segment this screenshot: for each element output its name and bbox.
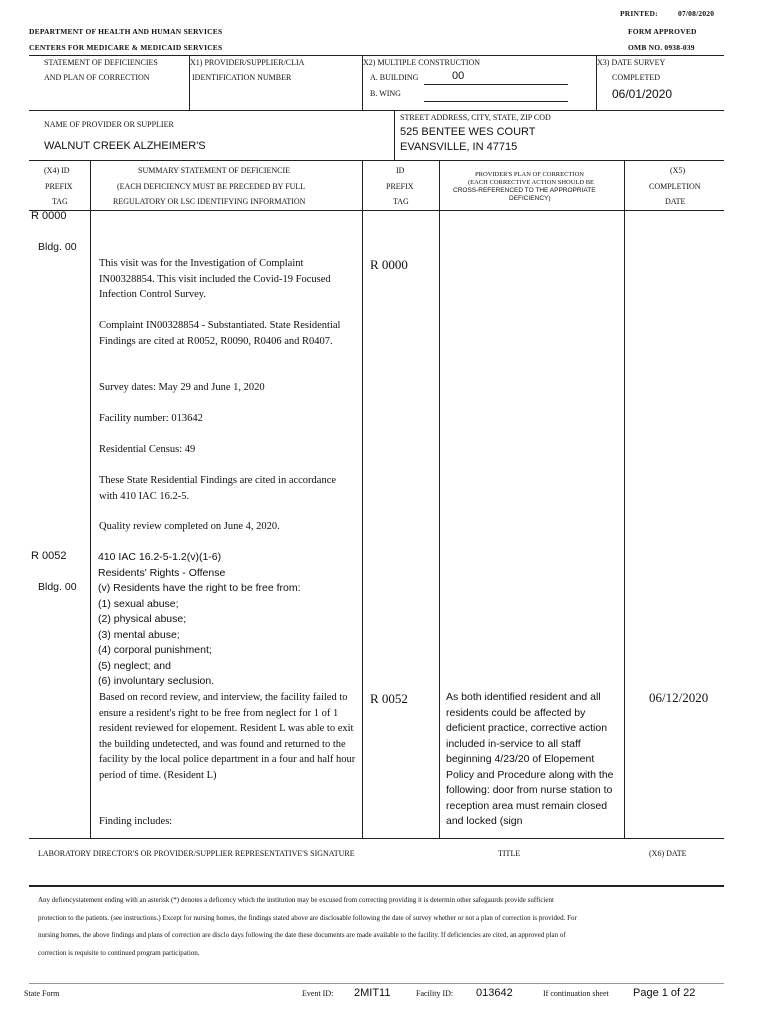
facility-id-label: Facility ID:	[416, 989, 454, 998]
plan-header-2: (EACH CORRECTIVE ACTION SHOULD BE	[468, 179, 595, 186]
facility-id: 013642	[476, 987, 513, 999]
building-underline	[424, 84, 568, 85]
summary-header-3: REGULATORY OR LSC IDENTIFYING INFORMATION	[113, 197, 306, 206]
regulation-line: 410 IAC 16.2-5-1.2(v)(1-6)	[98, 551, 222, 563]
r0052-finding: Based on record review, and interview, the facility failed to ensure a resident's right to be free from neglect for 1 of 1 resident reviewed for elopement. Resident L was able to exit the building undetected, and was found and returned to the facility by the local police department in a four and half hour period of time. (Resident L)	[99, 692, 356, 781]
r0052-completion-date: 06/12/2020	[649, 690, 709, 705]
rule	[29, 110, 724, 111]
rule	[439, 160, 440, 210]
street-address: 525 BENTEE WES COURT	[400, 126, 536, 138]
r0000-paragraph-3: Survey dates: May 29 and June 1, 2020	[99, 382, 265, 393]
r0000-tag: R 0000	[31, 210, 67, 222]
date-label: DATE	[665, 197, 686, 206]
statement-label-1: STATEMENT OF DEFICIENCIES	[44, 58, 158, 67]
event-id-label: Event ID:	[302, 989, 334, 998]
plan-header-1: PROVIDER'S PLAN OF CORRECTION	[475, 171, 584, 178]
building-value: 00	[452, 70, 465, 82]
prefix-label: PREFIX	[45, 182, 73, 191]
regulation-line: (4) corporal punishment;	[98, 644, 212, 656]
plan-header-3: CROSS-REFERENCED TO THE APPROPRIATE	[453, 187, 596, 194]
x1-label-2: IDENTIFICATION NUMBER	[192, 73, 292, 82]
tag-label: TAG	[52, 197, 68, 206]
title-label: TITLE	[498, 849, 521, 858]
regulation-line: (2) physical abuse;	[98, 613, 187, 625]
building-label: A. BUILDING	[370, 73, 419, 82]
r0052-building: Bldg. 00	[38, 581, 77, 593]
form-approved: FORM APPROVED	[628, 27, 697, 36]
r0052-plan-of-correction: As both identified resident and all residents could be affected by deficient practice, corrective action included in-service to all staff beginning 4/23/20 of Elopement Policy and Procedure along with the following: door from nurse station to reception area must remain closed and locked (sign	[446, 691, 614, 827]
rule	[29, 885, 724, 887]
r0000-paragraph-4: Facility number: 013642	[99, 413, 203, 424]
x4-id-label: (X4) ID	[44, 166, 70, 175]
r0000-paragraph-1: This visit was for the Investigation of Complaint IN00328854. This visit included the Covid-19 Focused Infection Control Survey.	[99, 258, 331, 300]
r0052-tag: R 0052	[31, 550, 67, 562]
city-state-zip: EVANSVILLE, IN 47715	[400, 141, 518, 153]
id-label: ID	[396, 166, 405, 175]
rule	[29, 983, 724, 984]
x5-label: (X5)	[670, 166, 686, 175]
x6-date-label: (X6) DATE	[649, 849, 687, 858]
continuation-label: If continuation sheet	[543, 989, 609, 998]
summary-header-1: SUMMARY STATEMENT OF DEFICIENCIE	[138, 166, 291, 175]
regulation-line: (6) involuntary seclusion.	[98, 675, 215, 687]
printed-date: 07/08/2020	[678, 9, 715, 18]
prefix-label-2: PREFIX	[386, 182, 414, 191]
rule	[362, 160, 363, 210]
event-id: 2MIT11	[354, 987, 391, 999]
printed-label: PRINTED:	[620, 9, 658, 18]
signature-label: LABORATORY DIRECTOR'S OR PROVIDER/SUPPLIER REPRESENTATIVE'S SIGNATURE	[38, 849, 355, 858]
department-name: DEPARTMENT OF HEALTH AND HUMAN SERVICES	[29, 27, 223, 36]
rule	[394, 110, 395, 160]
rule	[29, 210, 724, 211]
deficiency-notice: Any defiencystatement ending with an asterisk (*) denotes a deficency which the institution may be excused from correcting providing it is determin other safegaurds provide sufficient protection to the patients. (see instructions.) Except for nursing homes, the findings stated above are disclosable following the date of survey whether or not a plan of correction is provided. For nursing homes, the above findings and plans of correction are disclo days following the date these documents are made available to the facility. If deficiencies are cited, an approved plan of correction is requisite to continued program participation.	[38, 896, 577, 957]
rule	[29, 838, 724, 839]
completed-label: COMPLETED	[612, 73, 660, 82]
plan-header-4: DEFICIENCY)	[509, 195, 551, 202]
statement-label-2: AND PLAN OF CORRECTION	[44, 73, 150, 82]
rule	[29, 55, 724, 56]
regulation-line: Residents' Rights - Offense	[98, 566, 226, 579]
wing-label: B. WING	[370, 89, 401, 98]
x1-label: X1) PROVIDER/SUPPLIER/CLIA	[190, 58, 305, 67]
r0052-regulation	[98, 550, 301, 690]
r0000-paragraph-2: Complaint IN00328854 - Substantiated. State Residential Findings are cited at R0052, R0090, R0406 and R0407.	[99, 320, 341, 347]
survey-date: 06/01/2020	[612, 87, 673, 101]
provider-name-label: NAME OF PROVIDER OR SUPPLIER	[44, 120, 174, 129]
r0052-finding-includes: Finding includes:	[99, 816, 173, 827]
regulation-line: (3) mental abuse;	[98, 628, 180, 641]
regulation-line: (1) sexual abuse;	[98, 597, 179, 610]
r0000-id-tag: R 0000	[370, 257, 408, 272]
rule	[90, 210, 91, 838]
r0000-paragraph-7: Quality review completed on June 4, 2020.	[99, 521, 280, 532]
address-label: STREET ADDRESS, CITY, STATE, ZIP COD	[400, 113, 551, 122]
rule	[362, 210, 363, 838]
omb-number: OMB NO. 0938-039	[628, 43, 695, 52]
rule	[624, 210, 625, 838]
completion-label: COMPLETION	[649, 182, 701, 191]
wing-underline	[424, 101, 568, 102]
state-form-label: State Form	[24, 989, 60, 998]
r0000-paragraph-5: Residential Census: 49	[99, 444, 196, 455]
summary-header-2: (EACH DEFICIENCY MUST BE PRECEDED BY FULL	[117, 182, 306, 191]
rule	[90, 160, 91, 210]
page-number: Page 1 of 22	[633, 987, 696, 999]
centers-name: CENTERS FOR MEDICARE & MEDICAID SERVICES	[29, 43, 223, 52]
rule	[439, 210, 440, 838]
x3-label: X3) DATE SURVEY	[597, 58, 666, 67]
r0052-id-tag: R 0052	[370, 691, 408, 706]
rule	[624, 160, 625, 210]
regulation-line: (v) Residents have the right to be free from:	[98, 582, 301, 594]
regulation-line: (5) neglect; and	[98, 659, 171, 672]
x2-label: X2) MULTIPLE CONSTRUCTION	[363, 58, 481, 67]
r0000-paragraph-6: These State Residential Findings are cited in accordance with 410 IAC 16.2-5.	[99, 475, 337, 502]
r0000-building: Bldg. 00	[38, 241, 77, 253]
rule	[29, 160, 724, 161]
provider-name: WALNUT CREEK ALZHEIMER'S	[44, 140, 206, 152]
tag-label-2: TAG	[393, 197, 409, 206]
